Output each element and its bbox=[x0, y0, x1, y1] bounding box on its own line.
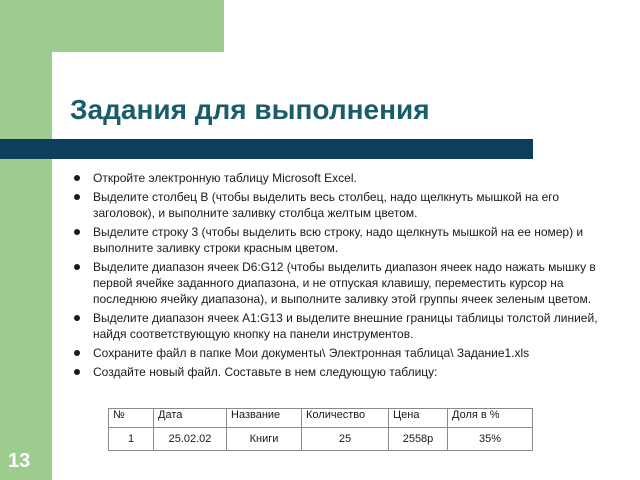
bullet-icon bbox=[74, 350, 80, 356]
table-row bbox=[109, 428, 533, 451]
task-text: Откройте электронную таблицу Microsoft Excel. bbox=[93, 171, 357, 185]
table-header-cell: Название bbox=[227, 409, 302, 428]
task-item-6 bbox=[74, 345, 622, 361]
table-cell: Книги bbox=[227, 428, 302, 451]
bullet-icon bbox=[74, 264, 80, 270]
table-header-cell: № bbox=[109, 409, 154, 428]
task-list bbox=[74, 170, 622, 383]
table-header-cell: Доля в % bbox=[448, 409, 533, 428]
table-header-row bbox=[109, 409, 533, 428]
task-text: Выделите столбец В (чтобы выделить весь столбец, надо щелкнуть мышкой на его заголовок), и выполните заливку столбца желтым цветом. bbox=[93, 190, 560, 220]
task-item-4 bbox=[74, 259, 622, 307]
page-number: 13 bbox=[8, 450, 31, 472]
table-header-cell: Дата bbox=[154, 409, 227, 428]
bullet-icon bbox=[74, 369, 80, 375]
task-item-3 bbox=[74, 224, 622, 256]
task-text: Выделите диапазон ячеек А1:G13 и выделите внешние границы таблицы толстой линией, найдя соответствующую кнопку на панели инструментов. bbox=[93, 311, 598, 341]
bullet-icon bbox=[74, 175, 80, 181]
task-text: Сохраните файл в папке Мои документы\ Электронная таблица\ Задание1.xls bbox=[93, 346, 530, 360]
slide-title: Задания для выполнения bbox=[70, 94, 430, 125]
task-text: Выделите строку 3 (чтобы выделить всю строку, надо щелкнуть мышкой на ее номер) и выполните заливку строки красным цветом. bbox=[93, 225, 584, 255]
table-header-cell: Цена bbox=[389, 409, 448, 428]
sample-table bbox=[108, 408, 533, 451]
task-item-5 bbox=[74, 310, 622, 342]
title-underline-bar bbox=[0, 139, 533, 159]
table-cell: 1 bbox=[109, 428, 154, 451]
task-item-7 bbox=[74, 364, 622, 380]
top-panel-block bbox=[224, 0, 640, 54]
bullet-icon bbox=[74, 194, 80, 200]
corner-decoration bbox=[0, 0, 224, 52]
table-cell: 2558р bbox=[389, 428, 448, 451]
task-item-1 bbox=[74, 170, 622, 186]
table-cell: 25 bbox=[302, 428, 389, 451]
table-cell: 25.02.02 bbox=[154, 428, 227, 451]
table-cell: 35% bbox=[448, 428, 533, 451]
task-text: Выделите диапазон ячеек D6:G12 (чтобы выделить диапазон ячеек надо нажать мышку в первой ячейке заданного диапазона, и не отпуская клавишу, переместить курсор на последнюю ячейку диапазона), и выполните заливку этой группы ячеек зеленым цветом. bbox=[93, 260, 596, 306]
task-text: Создайте новый файл. Составьте в нем следующую таблицу: bbox=[93, 365, 438, 379]
bullet-icon bbox=[74, 315, 80, 321]
table-header-cell: Количество bbox=[302, 409, 389, 428]
bullet-icon bbox=[74, 229, 80, 235]
task-item-2 bbox=[74, 189, 622, 221]
